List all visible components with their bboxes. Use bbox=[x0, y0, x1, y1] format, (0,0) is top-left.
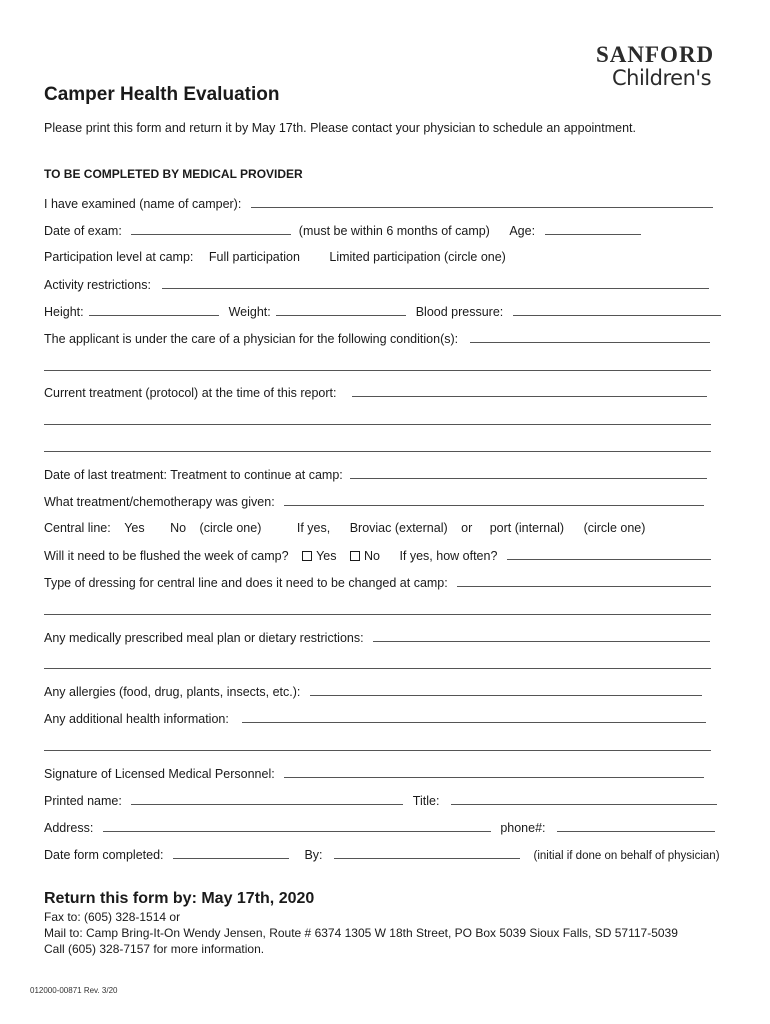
treatment-field[interactable] bbox=[352, 385, 707, 397]
last-treatment-label: Date of last treatment: Treatment to continue at camp: bbox=[44, 468, 343, 482]
how-often-field[interactable] bbox=[507, 548, 711, 560]
central-line-label: Central line: bbox=[44, 521, 111, 535]
date-completed-field[interactable] bbox=[173, 847, 289, 859]
participation-label: Participation level at camp: bbox=[44, 250, 194, 264]
sanford-logo-wordmark: SANFORD bbox=[596, 42, 715, 67]
central-line-row bbox=[44, 521, 645, 535]
date-exam-field[interactable] bbox=[131, 223, 291, 235]
allergies-field[interactable] bbox=[310, 684, 702, 696]
weight-field[interactable] bbox=[276, 304, 406, 316]
date-completed-label: Date form completed: bbox=[44, 848, 164, 862]
treatment-line-3[interactable] bbox=[44, 451, 711, 452]
date-exam-label: Date of exam: bbox=[44, 224, 122, 238]
date-exam-row bbox=[44, 223, 641, 238]
examined-row bbox=[44, 196, 713, 211]
within-note: (must be within 6 months of camp) bbox=[298, 224, 490, 238]
examined-label: I have examined (name of camper): bbox=[44, 197, 242, 211]
allergies-label: Any allergies (food, drug, plants, insects, etc.): bbox=[44, 685, 301, 699]
circle-one-note-2: (circle one) bbox=[583, 521, 646, 535]
chemo-row bbox=[44, 494, 704, 509]
return-title: Return this form by: May 17th, 2020 bbox=[44, 890, 315, 907]
limited-participation-option[interactable]: Limited participation (circle one) bbox=[329, 250, 506, 264]
dressing-line-2[interactable] bbox=[44, 614, 711, 615]
printed-name-field[interactable] bbox=[131, 793, 403, 805]
last-treatment-field[interactable] bbox=[350, 467, 707, 479]
printed-name-row bbox=[44, 793, 717, 808]
flush-no-checkbox[interactable] bbox=[350, 549, 380, 563]
broviac-option[interactable]: Broviac (external) bbox=[349, 521, 448, 535]
blood-pressure-field[interactable] bbox=[513, 304, 721, 316]
height-field[interactable] bbox=[89, 304, 219, 316]
printed-name-label: Printed name: bbox=[44, 794, 122, 808]
additional-field[interactable] bbox=[242, 711, 706, 723]
flush-yes-label: Yes bbox=[316, 549, 337, 563]
flushed-row bbox=[44, 548, 711, 563]
meal-field[interactable] bbox=[373, 630, 710, 642]
activity-row bbox=[44, 277, 709, 292]
treatment-row bbox=[44, 385, 707, 400]
fax-text: Fax to: (605) 328-1514 or bbox=[44, 910, 181, 924]
signature-row bbox=[44, 766, 704, 781]
flush-yes-checkbox[interactable] bbox=[302, 549, 336, 563]
port-option[interactable]: port (internal) bbox=[489, 521, 565, 535]
address-field[interactable] bbox=[103, 820, 491, 832]
meal-line-2[interactable] bbox=[44, 668, 711, 669]
additional-line-2[interactable] bbox=[44, 750, 711, 751]
full-participation-option[interactable]: Full participation bbox=[208, 250, 300, 264]
address-label: Address: bbox=[44, 821, 94, 835]
treatment-label: Current treatment (protocol) at the time of this report: bbox=[44, 386, 337, 400]
if-yes-label: If yes, bbox=[296, 521, 331, 535]
activity-label: Activity restrictions: bbox=[44, 278, 151, 292]
signature-field[interactable] bbox=[284, 766, 704, 778]
age-field[interactable] bbox=[545, 223, 641, 235]
height-label: Height: bbox=[44, 305, 84, 319]
camper-name-field[interactable] bbox=[251, 196, 713, 208]
date-completed-row bbox=[44, 847, 720, 862]
last-treatment-row bbox=[44, 467, 707, 482]
chemo-label: What treatment/chemotherapy was given: bbox=[44, 495, 275, 509]
mail-text: Mail to: Camp Bring-It-On Wendy Jensen, Route # 6374 1305 W 18th Street, PO Box 5039 Sioux Falls, SD 57117-5039 bbox=[44, 926, 678, 940]
allergies-row bbox=[44, 684, 702, 699]
care-label: The applicant is under the care of a physician for the following condition(s): bbox=[44, 332, 459, 346]
weight-label: Weight: bbox=[228, 305, 271, 319]
participation-row bbox=[44, 250, 506, 264]
phone-field[interactable] bbox=[557, 820, 715, 832]
address-row bbox=[44, 820, 715, 835]
childrens-logo-wordmark: Children's bbox=[612, 66, 712, 90]
intro-text: Please print this form and return it by May 17th. Please contact your physician to schedule an appointment. bbox=[44, 121, 636, 135]
checkbox-icon bbox=[302, 551, 312, 561]
treatment-line-2[interactable] bbox=[44, 424, 711, 425]
central-yes-option[interactable]: Yes bbox=[124, 521, 145, 535]
condition-line-2[interactable] bbox=[44, 370, 711, 371]
how-often-label: If yes, how often? bbox=[399, 549, 498, 563]
flushed-label: Will it need to be flushed the week of camp? bbox=[44, 549, 289, 563]
care-row bbox=[44, 331, 710, 346]
title-field[interactable] bbox=[451, 793, 717, 805]
dressing-field[interactable] bbox=[457, 575, 711, 587]
circle-one-note: (circle one) bbox=[199, 521, 262, 535]
age-label: Age: bbox=[509, 224, 536, 238]
meal-label: Any medically prescribed meal plan or dietary restrictions: bbox=[44, 631, 364, 645]
vitals-row bbox=[44, 304, 721, 319]
meal-row bbox=[44, 630, 710, 645]
by-label: By: bbox=[304, 848, 323, 862]
signature-label: Signature of Licensed Medical Personnel: bbox=[44, 767, 275, 781]
dressing-row bbox=[44, 575, 711, 590]
central-no-option[interactable]: No bbox=[170, 521, 187, 535]
dressing-label: Type of dressing for central line and does it need to be changed at camp: bbox=[44, 576, 448, 590]
call-text: Call (605) 328-7157 for more information. bbox=[44, 942, 265, 956]
additional-label: Any additional health information: bbox=[44, 712, 229, 726]
form-revision-code: 012000-00871 Rev. 3/20 bbox=[30, 986, 118, 995]
blood-pressure-label: Blood pressure: bbox=[415, 305, 504, 319]
checkbox-icon bbox=[350, 551, 360, 561]
flush-no-label: No bbox=[363, 549, 380, 563]
condition-field[interactable] bbox=[470, 331, 710, 343]
initial-note: (initial if done on behalf of physician) bbox=[533, 850, 720, 862]
phone-label: phone#: bbox=[500, 821, 546, 835]
by-field[interactable] bbox=[334, 847, 520, 859]
title-label: Title: bbox=[412, 794, 440, 808]
chemo-field[interactable] bbox=[284, 494, 704, 506]
or-label: or bbox=[461, 521, 473, 535]
activity-field[interactable] bbox=[162, 277, 709, 289]
additional-row bbox=[44, 711, 706, 726]
section-heading: TO BE COMPLETED BY MEDICAL PROVIDER bbox=[44, 167, 303, 181]
form-title: Camper Health Evaluation bbox=[44, 84, 280, 105]
